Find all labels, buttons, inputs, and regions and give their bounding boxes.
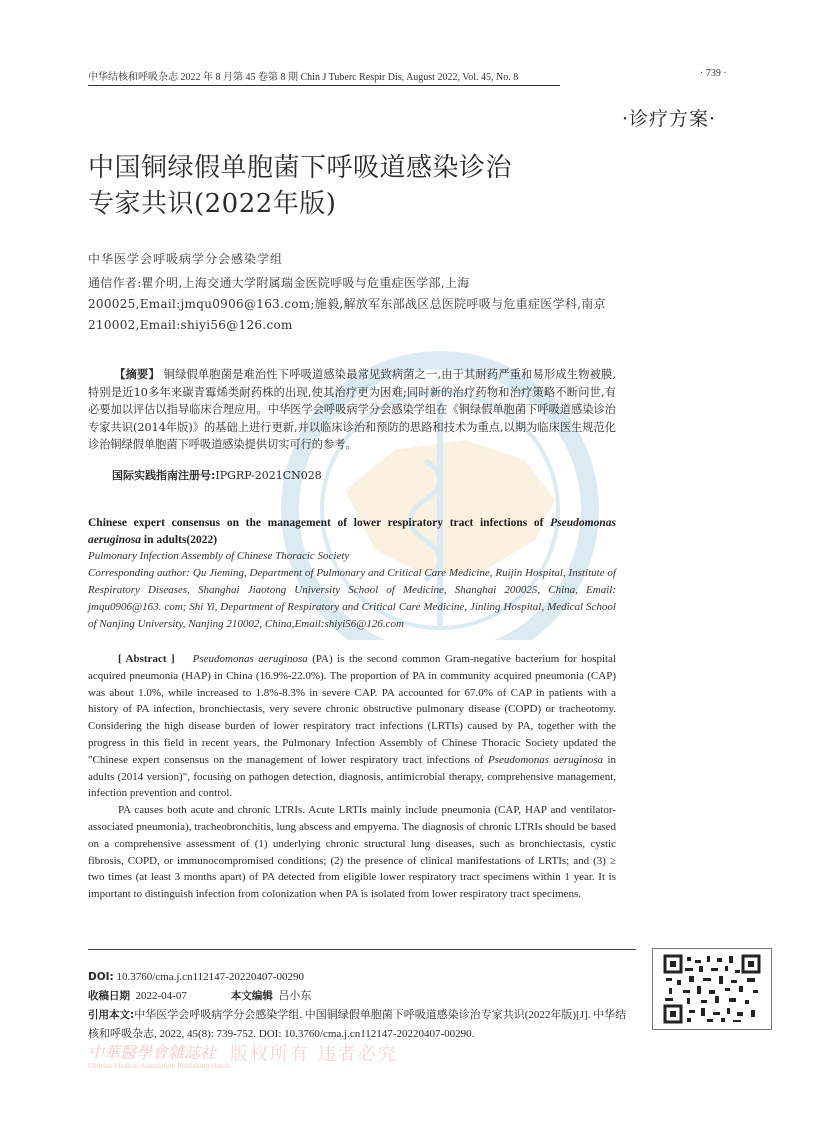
editor-name: 吕小东: [278, 990, 312, 1002]
registration: [112, 467, 322, 483]
authors: 中华医学会呼吸病学分会感染学组: [88, 252, 284, 266]
title-line-2: 专家共识(2022年版): [88, 189, 337, 219]
abstract-text: 铜绿假单胞菌是难治性下呼吸道感染最常见致病菌之一,由于其耐药严重和易形成生物被膜,特别是近10多年来碳青霉烯类耐药株的出现,使其治疗更为困难;同时新的治疗药物和治疗策略不断问世,有必要加以评估以指导临床合理应用。中华医学会呼吸病学分会感染学组在《铜绿假单胞菌下呼吸道感染诊治专家共识(2014年版)》的基础上进行更新,并以临床诊治和预防的思路和技术为重点,以期为临床医生规范化诊治铜绿假单胞菌下呼吸道感染提供切实可行的参考。: [88, 368, 616, 451]
citation-label: 引用本文:: [88, 1009, 135, 1021]
chinese-abstract: [88, 366, 616, 454]
doi-link[interactable]: 10.3760/cma.j.cn112147-20220407-00290: [113, 971, 304, 983]
english-authors: Pulmonary Infection Assembly of Chinese Thoracic Society: [88, 550, 350, 562]
citation: [88, 1006, 636, 1044]
publisher-watermark-en: Chinese Medical Association Publishing House: [88, 1063, 231, 1070]
english-authors-block: [88, 548, 616, 633]
abstract-text: in adults (2014 version)", focusing on pathogen detection, diagnosis, antimicrobial therapy, comprehensive management, infection prevention and control.: [88, 753, 617, 800]
footer-divider: [88, 949, 636, 950]
article-footer: [88, 968, 636, 1044]
citation-text: 中华医学会呼吸病学分会感染学组. 中国铜绿假单胞菌下呼吸道感染诊治专家共识(2022年版)[J]. 中华结核和呼吸杂志, 2022, 45(8): 739-752. DOI: 10.3760/cma.j.cn112147-20220407-00290.: [88, 1009, 627, 1040]
dates-line: [88, 987, 636, 1006]
abstract-text: (PA) is the second common Gram-negative bacterium for hospital acquired pneumonia (HAP) in China (16.9%-22.0%). The proportion of PA in community acquired pneumonia (CAP) was about 1.0%, while increased to 1.8%-8.3% in severe CAP. PA accounted for 67.0% of CAP in patients with a history of PA infection, bronchiectasis, very severe chronic obstructive pulmonary disease (COPD) or tracheotomy. Considering the high disease burden of lower respiratory tract infections (LRTIs) caused by PA, together with the progress in this field in recent years, the Pulmonary Infection Assembly of Chinese Thoracic Society updated the "Chinese expert consensus on the management of lower respiratory tract infections of: [88, 653, 617, 766]
en-title-suffix: in adults(2022): [141, 534, 218, 546]
en-title-species: Pseudomonas aeruginosa: [88, 517, 616, 546]
title-line-1: 中国铜绿假单胞菌下呼吸道感染诊治: [88, 153, 513, 183]
species-name: Pseudomonas aeruginosa: [487, 753, 603, 766]
english-correspondence: Corresponding author: Qu Jieming, Department of Pulmonary and Critical Care Medicine, Ruijin Hospital, Institute of Respiratory Diseases, Shanghai Jiaotong University School of Medicine, Shanghai 200025, China, Email: jmqu0906@163. com; Shi Yi, Department of Respiratory and Critical Care Medicine, Jinling Hospital, Medical School of Nanjing University, Nanjing 210002, China,Email:shiyi56@126.com: [88, 567, 616, 630]
doi-label: DOI:: [88, 971, 114, 983]
received-date: 2022-04-07: [135, 990, 187, 1002]
qr-code-icon[interactable]: [652, 948, 772, 1030]
english-abstract: [88, 651, 616, 903]
abstract-label: 【摘要】: [114, 368, 160, 381]
en-abstract-label: [ Abstract ]: [118, 653, 175, 665]
running-head: 中华结核和呼吸杂志 2022 年 8 月第 45 卷第 8 期 Chin J Tuberc Respir Dis, August 2022, Vol. 45, No. 8: [88, 68, 560, 86]
rights-watermark: 版权所有 违者必究: [230, 1044, 398, 1065]
page-number: · 739 ·: [700, 68, 727, 79]
abstract-paragraph-2: PA causes both acute and chronic LTRIs. Acute LRTIs mainly include pneumonia (CAP, HAP and ventilator-associated pneumonia), tracheobronchitis, lung abscess and empyema. The diagnosis of chronic LTRIs should be based on a comprehensive assessment of (1) underlying chronic structural lung diseases, such as bronchiectasis, cystic fibrosis, COPD, or immunocompromised conditions; (2) the presence of clinical manifestations of LRTIs; and (3) ≥ two times (at least 3 months apart) of PA detected from eligible lower respiratory tract specimens within 1 year. It is important to distinguish infection from colonization when PA is isolated from lower respiratory tract specimens.: [88, 804, 616, 901]
abstract-paragraph-1: [88, 651, 616, 802]
editor-label: 本文编辑: [230, 990, 273, 1002]
registration-label: 国际实践指南注册号:: [112, 469, 216, 482]
correspondence: 通信作者:瞿介明,上海交通大学附属瑞金医院呼吸与危重症医学部,上海200025,Email:jmqu0906@163.com;施毅,解放军东部战区总医院呼吸与危重症医学科,南京210002,Email:shiyi56@126.com: [88, 276, 606, 332]
publisher-watermark: [88, 1040, 231, 1070]
section-tag: ·诊疗方案·: [622, 108, 717, 130]
received-label: 收稿日期: [88, 990, 130, 1002]
species-name: Pseudomonas aeruginosa: [192, 653, 308, 665]
publisher-watermark-zh: 中華醫學會雜誌社: [88, 1043, 217, 1062]
registration-value: IPGRP-2021CN028: [215, 469, 322, 482]
en-title-text: Chinese expert consensus on the management of lower respiratory tract infections of: [88, 517, 551, 529]
doi-line: [88, 968, 636, 987]
english-title: [88, 515, 616, 549]
article-title: [88, 150, 512, 222]
